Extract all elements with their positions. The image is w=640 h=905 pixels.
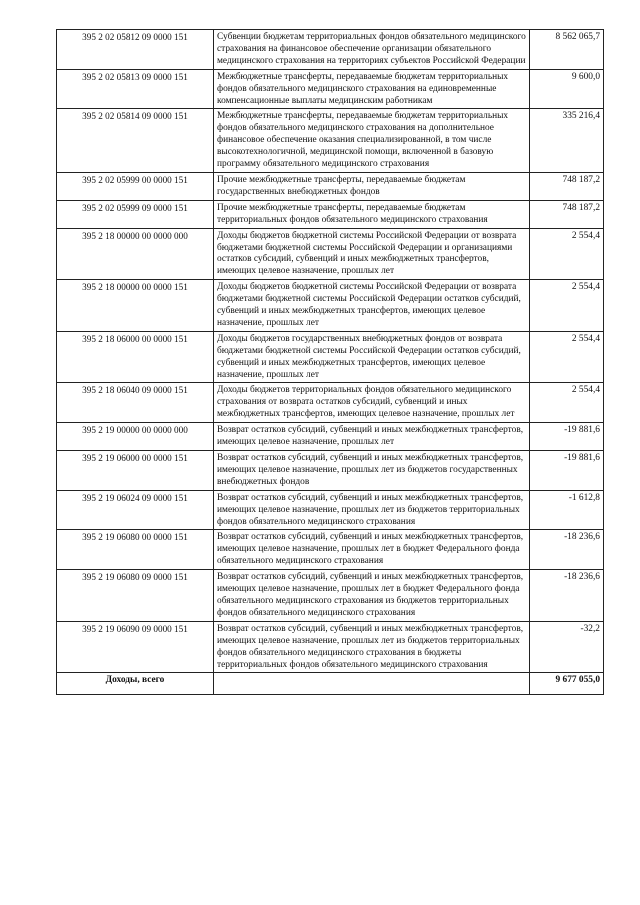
code-cell: 395 2 19 06080 09 0000 151 [57, 570, 214, 622]
name-cell: Доходы бюджетов государственных внебюджетных фондов от возврата бюджетами бюджетной системы Российской Федерации остатков субсидий, субвенций и иных межбюджетных трансфертов, имеющих целевое назначение, прошлых лет [214, 331, 530, 383]
table-row [57, 423, 604, 451]
total-sum: 9 677 055,0 [530, 673, 604, 695]
budget-income-table [56, 29, 604, 695]
code-cell: 395 2 02 05813 09 0000 151 [57, 69, 214, 109]
table-row [57, 109, 604, 173]
table-row [57, 69, 604, 109]
sum-cell: -32,2 [530, 621, 604, 673]
sum-cell: -19 881,6 [530, 423, 604, 451]
name-cell: Возврат остатков субсидий, субвенций и иных межбюджетных трансфертов, имеющих целевое назначение, прошлых лет [214, 423, 530, 451]
code-cell: 395 2 19 06000 00 0000 151 [57, 451, 214, 491]
code-cell: 395 2 18 06040 09 0000 151 [57, 383, 214, 423]
name-cell: Возврат остатков субсидий, субвенций и иных межбюджетных трансфертов, имеющих целевое назначение, прошлых лет из бюджетов территориальных фондов обязательного медицинского страхования [214, 490, 530, 530]
table-row [57, 621, 604, 673]
table-row [57, 228, 604, 280]
sum-cell: 2 554,4 [530, 383, 604, 423]
name-cell: Доходы бюджетов бюджетной системы Российской Федерации от возврата бюджетами бюджетной системы Российской Федерации и организациями остатков субсидий, субвенций и иных межбюджетных трансфертов, имеющих целевое назначение, прошлых лет [214, 228, 530, 280]
name-cell: Доходы бюджетов бюджетной системы Российской Федерации от возврата бюджетами бюджетной системы Российской Федерации остатков субсидий, субвенций и иных межбюджетных трансфертов, имеющих целевое назначение, прошлых лет [214, 280, 530, 332]
sum-cell: -19 881,6 [530, 451, 604, 491]
sum-cell: -18 236,6 [530, 530, 604, 570]
code-cell: 395 2 02 05999 00 0000 151 [57, 172, 214, 200]
sum-cell: 2 554,4 [530, 280, 604, 332]
sum-cell: -18 236,6 [530, 570, 604, 622]
table-row [57, 490, 604, 530]
code-cell: 395 2 19 06024 09 0000 151 [57, 490, 214, 530]
name-cell: Прочие межбюджетные трансферты, передаваемые бюджетам территориальных фондов обязательного медицинского страхования [214, 200, 530, 228]
code-cell: 395 2 18 00000 00 0000 151 [57, 280, 214, 332]
sum-cell: 9 600,0 [530, 69, 604, 109]
name-cell: Возврат остатков субсидий, субвенций и иных межбюджетных трансфертов, имеющих целевое назначение, прошлых лет в бюджет Федерального фонда обязательного медицинского страхования [214, 530, 530, 570]
total-label: Доходы, всего [57, 673, 214, 695]
table-row [57, 331, 604, 383]
sum-cell: 2 554,4 [530, 331, 604, 383]
table-row [57, 530, 604, 570]
name-cell: Межбюджетные трансферты, передаваемые бюджетам территориальных фондов обязательного медицинского страхования на дополнительное финансовое обеспечение оказания специализированной, в том числе высокотехнологичной, медицинской помощи, включенной в базовую программу обязательного медицинского страхования [214, 109, 530, 173]
sum-cell: 748 187,2 [530, 200, 604, 228]
name-cell: Возврат остатков субсидий, субвенций и иных межбюджетных трансфертов, имеющих целевое назначение, прошлых лет из бюджетов территориальных фондов обязательного медицинского страхования в бюджеты территориальных фондов обязательного медицинского страхования [214, 621, 530, 673]
table-row [57, 451, 604, 491]
name-cell: Межбюджетные трансферты, передаваемые бюджетам территориальных фондов обязательного медицинского страхования на единовременные компенсационные выплаты медицинским работникам [214, 69, 530, 109]
name-cell: Прочие межбюджетные трансферты, передаваемые бюджетам государственных внебюджетных фондов [214, 172, 530, 200]
sum-cell: -1 612,8 [530, 490, 604, 530]
table-body [57, 30, 604, 673]
table-row [57, 280, 604, 332]
code-cell: 395 2 19 06080 00 0000 151 [57, 530, 214, 570]
code-cell: 395 2 19 00000 00 0000 000 [57, 423, 214, 451]
total-row [57, 673, 604, 695]
sum-cell: 335 216,4 [530, 109, 604, 173]
code-cell: 395 2 19 06090 09 0000 151 [57, 621, 214, 673]
name-cell: Субвенции бюджетам территориальных фондов обязательного медицинского страхования на финансовое обеспечение организации обязательного медицинского страхования на территориях субъектов Российской Федерации [214, 30, 530, 70]
code-cell: 395 2 18 00000 00 0000 000 [57, 228, 214, 280]
code-cell: 395 2 18 06000 00 0000 151 [57, 331, 214, 383]
table-row [57, 172, 604, 200]
name-cell: Возврат остатков субсидий, субвенций и иных межбюджетных трансфертов, имеющих целевое назначение, прошлых лет из бюджетов государственных внебюджетных фондов [214, 451, 530, 491]
name-cell: Доходы бюджетов территориальных фондов обязательного медицинского страхования от возврата остатков субсидий, субвенций и иных межбюджетных трансфертов, имеющих целевое назначение, прошлых лет [214, 383, 530, 423]
code-cell: 395 2 02 05999 09 0000 151 [57, 200, 214, 228]
sum-cell: 748 187,2 [530, 172, 604, 200]
code-cell: 395 2 02 05812 09 0000 151 [57, 30, 214, 70]
table-row [57, 570, 604, 622]
total-empty-cell [214, 673, 530, 695]
code-cell: 395 2 02 05814 09 0000 151 [57, 109, 214, 173]
sum-cell: 2 554,4 [530, 228, 604, 280]
sum-cell: 8 562 065,7 [530, 30, 604, 70]
name-cell: Возврат остатков субсидий, субвенций и иных межбюджетных трансфертов, имеющих целевое назначение, прошлых лет в бюджет Федерального фонда обязательного медицинского страхования из бюджетов территориальных фондов обязательного медицинского страхования [214, 570, 530, 622]
table-row [57, 383, 604, 423]
table-row [57, 200, 604, 228]
table-row [57, 30, 604, 70]
